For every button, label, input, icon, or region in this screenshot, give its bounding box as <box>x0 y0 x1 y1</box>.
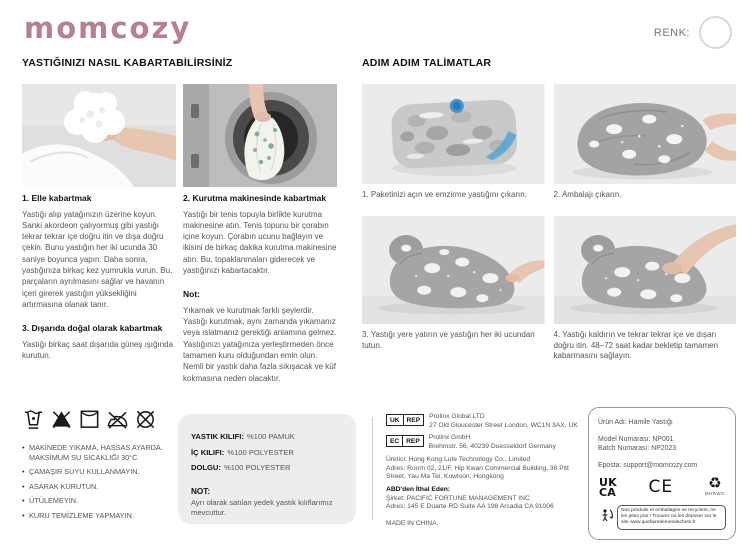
step-2 <box>554 84 737 201</box>
dryer-photo-illustration <box>183 84 337 187</box>
uk-rep-address <box>429 413 578 430</box>
material-line <box>191 463 343 472</box>
do-not-dry-clean-icon <box>134 406 157 432</box>
step-paragraph: Yastığı birkaç saat dışarıda güneş ışığında kurutun. <box>22 339 174 360</box>
uk-rep-line1: Prolinx Global LTD <box>429 413 485 420</box>
product-name: Ürün Adı: Hamile Yastığı <box>598 419 673 426</box>
step-3 <box>362 216 545 362</box>
material-label: DOLGU: <box>191 463 221 472</box>
ec-rep-line2: Brehmstr. 56, 40239 Duesseldorf Germany <box>428 443 556 451</box>
step-1 <box>362 84 545 201</box>
certification-logos <box>598 476 726 499</box>
photo-dryer <box>183 84 337 187</box>
care-symbol-row <box>22 406 174 432</box>
step-caption: 4. Yastığı kaldırın ve tekrar tekrar içe ve dışarı doğru itin. 48–72 saat kadar bekletip tamamen kabarmasını sağlayın. <box>553 330 719 361</box>
step-paragraph: Yastığı bir tenis topuyla birlikte kurutma makinesine atın. Tenis topunu bir çorabın içine koyun. Çorabın ucunu bağlayın ve ikisini de birkaç dakika kurutma makinesine atın. Bu, topaklanmaları giderecek ve yastığınızı kabartacaktır. <box>183 209 337 275</box>
note-label: Not: <box>183 289 200 300</box>
fluff-column-2 <box>183 84 337 384</box>
recycling-mark <box>705 476 725 499</box>
step-paragraph: Yastığı alıp yatağınızın üzerine koyun. Sanki akordeon çalıyormuş gibi yastığı tekrar tekrar içe doğru itin ve dışa doğru çekin. Bunu yastığın her iki ucunda 30 saniye boyunca yapın. Daha sonra, yastığınıza birkaç kez yumrukla vurun. Bu, parçaların ayrılmasını sağlar ve havanın içeri girerek yastığın yüksekliğini artırmasına olanak tanır. <box>22 209 173 309</box>
ec-rep-row <box>386 434 584 451</box>
triman-row <box>598 505 726 530</box>
photo-pillow-laid-down <box>362 216 545 324</box>
do-not-bleach-icon <box>50 406 73 432</box>
unwrap-illustration <box>554 84 737 184</box>
color-swatch-circle <box>699 16 732 49</box>
material-value: %100 PAMUK <box>246 432 295 441</box>
care-bullet: • MAKİNEDE YIKAMA, HASSAS AYARDA. MAKSİMUM SU SICAKLIĞI 30°C <box>22 443 174 463</box>
fluff-photo-illustration <box>22 84 176 187</box>
vacuum-pack-illustration <box>362 84 545 184</box>
triman-text: Nos produits et emballages se recyclent, ne les jetez pas ! Trouvez où les déposer sur le site www.quefairedemesdechets.fr <box>617 505 726 530</box>
regulatory-addresses <box>386 413 584 529</box>
care-bullet: • ASARAK KURUTUN. <box>22 482 174 492</box>
uk-rep-badge-left: UK <box>386 414 403 426</box>
renk-label: RENK: <box>653 26 690 39</box>
ce-mark: CE <box>648 477 674 498</box>
materials-box <box>178 414 356 524</box>
momcozy-logo: momcozy <box>24 11 192 45</box>
care-bullet-list <box>22 443 174 520</box>
ec-rep-badge <box>386 435 424 447</box>
importer-title: ABD'den İthal Eden: <box>386 485 451 493</box>
ec-rep-badge-right: REP <box>402 435 424 447</box>
care-bullet: • ÇAMAŞIR SUYU KULLANMAYIN. <box>22 467 174 477</box>
photo-vacuum-packed-pillow <box>362 84 545 184</box>
care-instructions <box>22 406 174 525</box>
step-by-step-grid <box>362 84 736 362</box>
machine-wash-delicate-icon <box>22 406 45 432</box>
steps-section-title: ADIM ADIM TALİMATLAR <box>362 57 492 69</box>
materials-note-text: Ayrı olarak satılan yedek yastık kılıflarımız mevcuttur. <box>191 498 333 518</box>
support-email: Eposta: support@momcozy.com <box>598 461 698 469</box>
uk-rep-row <box>386 413 584 430</box>
step-caption: 3. Yastığı yere yatırın ve yastığın her iki ucundan tutun. <box>362 330 535 350</box>
manufacturer-block <box>386 456 584 482</box>
material-line <box>191 432 343 441</box>
color-indicator <box>654 16 732 49</box>
note-paragraph: Yıkamak ve kurutmak farklı şeylerdir. Yastığı kurutmak, aynı zamanda yıkamanız veya ıslatmanız gerektiği anlamına gelmez. Yastığınızı yatağınıza yerleştirmeden önce tamamen kuru olduğundan emin olun. Nemli bir yastık daha fazla sıkışacak ve küf kokmasına neden olacaktır. <box>183 305 337 383</box>
materials-note-label: NOT: <box>191 487 211 496</box>
manufacturer-name: Üretici: Hong Kong Lute Technology Co., Limited <box>386 455 531 463</box>
step-caption: 2. Ambalajı çıkarın. <box>553 190 622 200</box>
importer-company: Şirket: PACIFIC FORTUNE MANAGEMENT INC <box>386 494 530 502</box>
ukca-mark <box>599 478 617 497</box>
uk-rep-badge <box>386 414 424 426</box>
product-info-box <box>588 407 736 540</box>
importer-address: Adres: 145 E Duarte RD Suite AA 198 Arcadia CA 91006 <box>386 503 554 511</box>
lay-down-illustration <box>362 216 545 324</box>
recycle-label: MHRWG <box>704 491 725 497</box>
step-caption: 1. Elle kabartmak <box>22 193 92 203</box>
ec-rep-address <box>429 434 556 451</box>
ukca-line1: UK <box>599 476 617 490</box>
material-line <box>191 448 343 457</box>
material-value: %100 POLYESTER <box>223 463 291 472</box>
care-bullet: • ÜTÜLEMEYİN. <box>22 496 174 506</box>
step-4 <box>554 216 737 362</box>
uk-rep-line2: 27 Old Gloucester Street London, WC1N 3AX, UK <box>429 421 578 429</box>
importer-block <box>386 486 584 512</box>
do-not-iron-icon <box>106 406 129 432</box>
material-value: %100 POLYESTER <box>227 447 294 457</box>
photo-hand-fluffing <box>22 84 176 187</box>
batch-number: Batch Numarası: NP2023 <box>598 445 677 453</box>
photo-unwrapping-pillow <box>554 84 737 184</box>
fluff-section-title: YASTIĞINIZI NASIL KABARTABİLİRSİNİZ <box>22 57 233 69</box>
line-dry-icon <box>78 406 101 432</box>
fluff-column-1 <box>22 84 176 361</box>
ec-rep-badge-left: EC <box>386 435 402 447</box>
uk-rep-badge-right: REP <box>403 414 425 426</box>
step-caption: 1. Paketinizi açın ve emzirme yastığını çıkarın. <box>362 190 527 200</box>
material-label: İÇ KILIFI: <box>191 447 225 457</box>
press-illustration <box>554 216 737 324</box>
ukca-line2: CA <box>599 485 616 499</box>
photo-pressing-pillow <box>554 216 737 324</box>
made-in-label: MADE IN CHINA. <box>386 520 439 528</box>
triman-icon <box>598 507 614 527</box>
manufacturer-address: Adres: Room 02, 21/F, Hip Kwan Commercial Building, 38 Pitt Street, Yau Ma Tei, Kowloon, Hongkong <box>386 464 569 481</box>
material-label: YASTIK KILIFI: <box>191 432 244 441</box>
step-caption: 2. Kurutma makinesinde kabartmak <box>183 193 327 203</box>
model-number: Model Numarası: NP001 <box>598 435 674 443</box>
vertical-divider <box>372 417 373 520</box>
ec-rep-line1: Prolinx GmbH <box>428 434 471 442</box>
care-bullet: • KURU TEMİZLEME YAPMAYIN. <box>22 511 174 521</box>
step-caption: 3. Dışarıda doğal olarak kabartmak <box>22 323 163 334</box>
recycle-icon: ♻ <box>708 474 722 493</box>
